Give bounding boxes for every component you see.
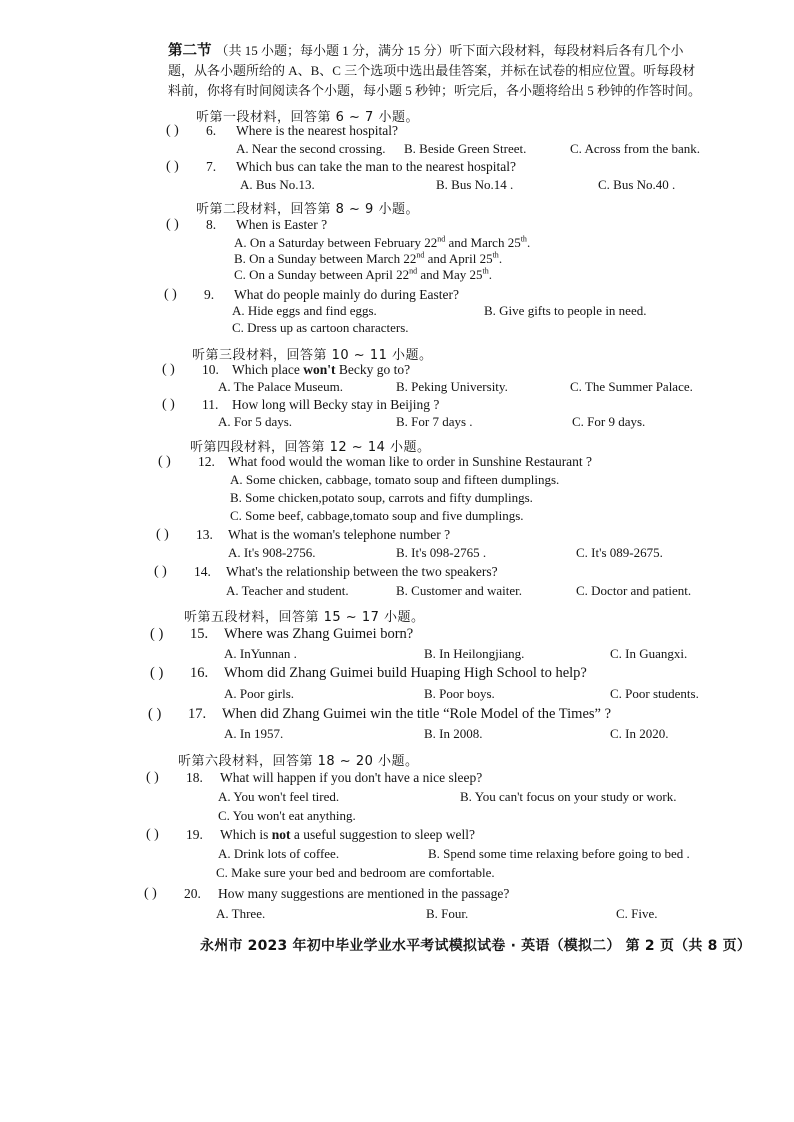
stem-10-pre: Which place <box>232 362 304 377</box>
stem-10-post: Becky go to? <box>335 362 411 377</box>
option-14a[interactable]: A. Teacher and student. <box>226 583 349 598</box>
answer-blank-12[interactable]: ( ) <box>158 454 171 469</box>
question-number-20: 20. <box>184 886 201 901</box>
answer-blank-11[interactable]: ( ) <box>162 397 175 412</box>
section-heading-4: 听第四段材料，回答第 12 ~ 14 小题。 <box>190 440 431 455</box>
option-8c-text-2: and May 25 <box>417 267 483 282</box>
section-heading-1: 听第一段材料，回答第 6 ~ 7 小题。 <box>196 110 419 125</box>
option-16c[interactable]: C. Poor students. <box>610 686 699 701</box>
option-20b[interactable]: B. Four. <box>426 906 469 921</box>
option-19b[interactable]: B. Spend some time relaxing before going to bed . <box>428 846 690 861</box>
stem-10-bold: won't <box>303 362 336 377</box>
sup-nd: nd <box>437 234 446 244</box>
option-8b-text-3: . <box>498 251 503 266</box>
answer-blank-16[interactable]: ( ) <box>150 665 164 681</box>
section-title: 第二节 <box>168 43 212 59</box>
option-15b[interactable]: B. In Heilongjiang. <box>424 646 525 661</box>
question-stem-6: Where is the nearest hospital? <box>236 123 398 138</box>
sup-nd: nd <box>409 266 418 276</box>
option-16b[interactable]: B. Poor boys. <box>424 686 495 701</box>
option-15a[interactable]: A. InYunnan . <box>224 646 297 661</box>
question-stem-14: What's the relationship between the two speakers? <box>226 564 498 579</box>
option-6c[interactable]: C. Across from the bank. <box>570 141 700 156</box>
option-8b-text-2: and April 25 <box>424 251 493 266</box>
question-stem-11: How long will Becky stay in Beijing ? <box>232 397 440 412</box>
option-13c[interactable]: C. It's 089-2675. <box>576 545 663 560</box>
intro-line-3: 料前，你将有时间阅读各个小题，每小题 5 秒钟；听完后，各小题将给出 5 秒钟的作答时间。 <box>168 83 702 98</box>
stem-19-pre: Which is <box>220 827 272 842</box>
option-10c[interactable]: C. The Summer Palace. <box>570 379 693 394</box>
answer-blank-6[interactable]: ( ) <box>166 123 179 138</box>
option-11c[interactable]: C. For 9 days. <box>572 414 646 429</box>
option-12c[interactable]: C. Some beef, cabbage,tomato soup and five dumplings. <box>230 508 524 523</box>
option-13a[interactable]: A. It's 908-2756. <box>228 545 316 560</box>
question-stem-20: How many suggestions are mentioned in the passage? <box>218 886 510 901</box>
intro-line-1: （共 15 小题；每小题 1 分，满分 15 分）听下面六段材料，每段材料后各有几个小 <box>215 43 684 58</box>
option-17b[interactable]: B. In 2008. <box>424 726 483 741</box>
answer-blank-20[interactable]: ( ) <box>144 886 157 901</box>
option-8a-text-3: . <box>526 235 531 250</box>
question-number-19: 19. <box>186 827 203 842</box>
option-8c[interactable] <box>234 267 492 283</box>
question-stem-18: What will happen if you don't have a nice sleep? <box>220 770 483 785</box>
question-number-18: 18. <box>186 770 203 785</box>
option-17a[interactable]: A. In 1957. <box>224 726 284 741</box>
option-19a[interactable]: A. Drink lots of coffee. <box>218 846 340 861</box>
option-13b[interactable]: B. It's 098-2765 . <box>396 545 487 560</box>
option-7b[interactable]: B. Bus No.14 . <box>436 177 514 192</box>
option-7c[interactable]: C. Bus No.40 . <box>598 177 676 192</box>
option-10b[interactable]: B. Peking University. <box>396 379 508 394</box>
question-number-11: 11. <box>202 397 219 412</box>
page-footer: 永州市 2023 年初中毕业学业水平考试模拟试卷 · 英语（模拟二） 第 2 页（共 8 页） <box>200 938 752 954</box>
question-stem-10 <box>232 362 410 378</box>
question-stem-16: Whom did Zhang Guimei build Huaping High School to help? <box>224 665 587 681</box>
option-6b[interactable]: B. Beside Green Street. <box>404 141 527 156</box>
option-8a[interactable] <box>234 235 530 251</box>
stem-19-post: a useful suggestion to sleep well? <box>290 827 475 842</box>
option-6a[interactable]: A. Near the second crossing. <box>236 141 386 156</box>
sup-th: th <box>520 234 527 244</box>
option-8a-text-2: and March 25 <box>445 235 521 250</box>
answer-blank-7[interactable]: ( ) <box>166 159 179 174</box>
section-heading-2: 听第二段材料，回答第 8 ~ 9 小题。 <box>196 202 419 217</box>
sup-th: th <box>482 266 489 276</box>
option-9a[interactable]: A. Hide eggs and find eggs. <box>232 303 377 318</box>
question-number-7: 7. <box>206 159 217 174</box>
option-10a[interactable]: A. The Palace Museum. <box>218 379 344 394</box>
intro-line-2: 题，从各小题所给的 A、B、C 三个选项中选出最佳答案，并标在试卷的相应位置。听每段材 <box>168 63 696 78</box>
question-stem-7: Which bus can take the man to the nearest hospital? <box>236 159 517 174</box>
answer-blank-17[interactable]: ( ) <box>148 706 162 722</box>
answer-blank-8[interactable]: ( ) <box>166 217 179 232</box>
question-stem-15: Where was Zhang Guimei born? <box>224 626 414 642</box>
option-8a-text-1: A. On a Saturday between February 22 <box>234 235 438 250</box>
sup-nd: nd <box>416 250 425 260</box>
option-11a[interactable]: A. For 5 days. <box>218 414 293 429</box>
question-stem-17: When did Zhang Guimei win the title “Role Model of the Times” ? <box>222 706 612 722</box>
option-20a[interactable]: A. Three. <box>216 906 266 921</box>
answer-blank-19[interactable]: ( ) <box>146 827 159 842</box>
question-number-16: 16. <box>190 665 209 681</box>
option-9c[interactable]: C. Dress up as cartoon characters. <box>232 320 409 335</box>
option-12a[interactable]: A. Some chicken, cabbage, tomato soup and fifteen dumplings. <box>230 472 560 487</box>
section-heading-3: 听第三段材料，回答第 10 ~ 11 小题。 <box>192 348 433 363</box>
answer-blank-14[interactable]: ( ) <box>154 564 167 579</box>
question-stem-9: What do people mainly do during Easter? <box>234 287 459 302</box>
option-16a[interactable]: A. Poor girls. <box>224 686 295 701</box>
option-20c[interactable]: C. Five. <box>616 906 658 921</box>
option-18c[interactable]: C. You won't eat anything. <box>218 808 356 823</box>
option-15c[interactable]: C. In Guangxi. <box>610 646 688 661</box>
section-heading-6: 听第六段材料，回答第 18 ~ 20 小题。 <box>178 754 419 769</box>
option-19c[interactable]: C. Make sure your bed and bedroom are comfortable. <box>216 865 495 880</box>
question-stem-19 <box>220 827 475 843</box>
question-number-17: 17. <box>188 706 207 722</box>
option-18b[interactable]: B. You can't focus on your study or work. <box>460 789 677 804</box>
question-number-13: 13. <box>196 527 213 542</box>
answer-blank-18[interactable]: ( ) <box>146 770 159 785</box>
option-9b[interactable]: B. Give gifts to people in need. <box>484 303 647 318</box>
question-number-10: 10. <box>202 362 219 377</box>
question-stem-8: When is Easter ? <box>236 217 328 232</box>
section-heading-5: 听第五段材料，回答第 15 ~ 17 小题。 <box>184 610 425 625</box>
question-stem-12: What food would the woman like to order in Sunshine Restaurant ? <box>228 454 593 469</box>
sup-th: th <box>492 250 499 260</box>
option-14c[interactable]: C. Doctor and patient. <box>576 583 692 598</box>
answer-blank-10[interactable]: ( ) <box>162 362 175 377</box>
option-7a[interactable]: A. Bus No.13. <box>240 177 315 192</box>
option-17c[interactable]: C. In 2020. <box>610 726 669 741</box>
answer-blank-15[interactable]: ( ) <box>150 626 164 642</box>
question-number-14: 14. <box>194 564 211 579</box>
option-18a[interactable]: A. You won't feel tired. <box>218 789 340 804</box>
question-number-6: 6. <box>206 123 217 138</box>
stem-19-bold: not <box>271 827 291 842</box>
question-number-15: 15. <box>190 626 209 642</box>
question-number-12: 12. <box>198 454 215 469</box>
option-12b[interactable]: B. Some chicken,potato soup, carrots and fifty dumplings. <box>230 490 533 505</box>
option-8b[interactable] <box>234 251 502 267</box>
option-8c-text-1: C. On a Sunday between April 22 <box>234 267 410 282</box>
option-8b-text-1: B. On a Sunday between March 22 <box>234 251 417 266</box>
question-number-9: 9. <box>204 287 215 302</box>
section-intro <box>168 42 758 60</box>
question-number-8: 8. <box>206 217 217 232</box>
option-14b[interactable]: B. Customer and waiter. <box>396 583 523 598</box>
question-stem-13: What is the woman's telephone number ? <box>228 527 451 542</box>
option-8c-text-3: . <box>488 267 492 282</box>
option-11b[interactable]: B. For 7 days . <box>396 414 473 429</box>
answer-blank-13[interactable]: ( ) <box>156 527 169 542</box>
answer-blank-9[interactable]: ( ) <box>164 287 177 302</box>
